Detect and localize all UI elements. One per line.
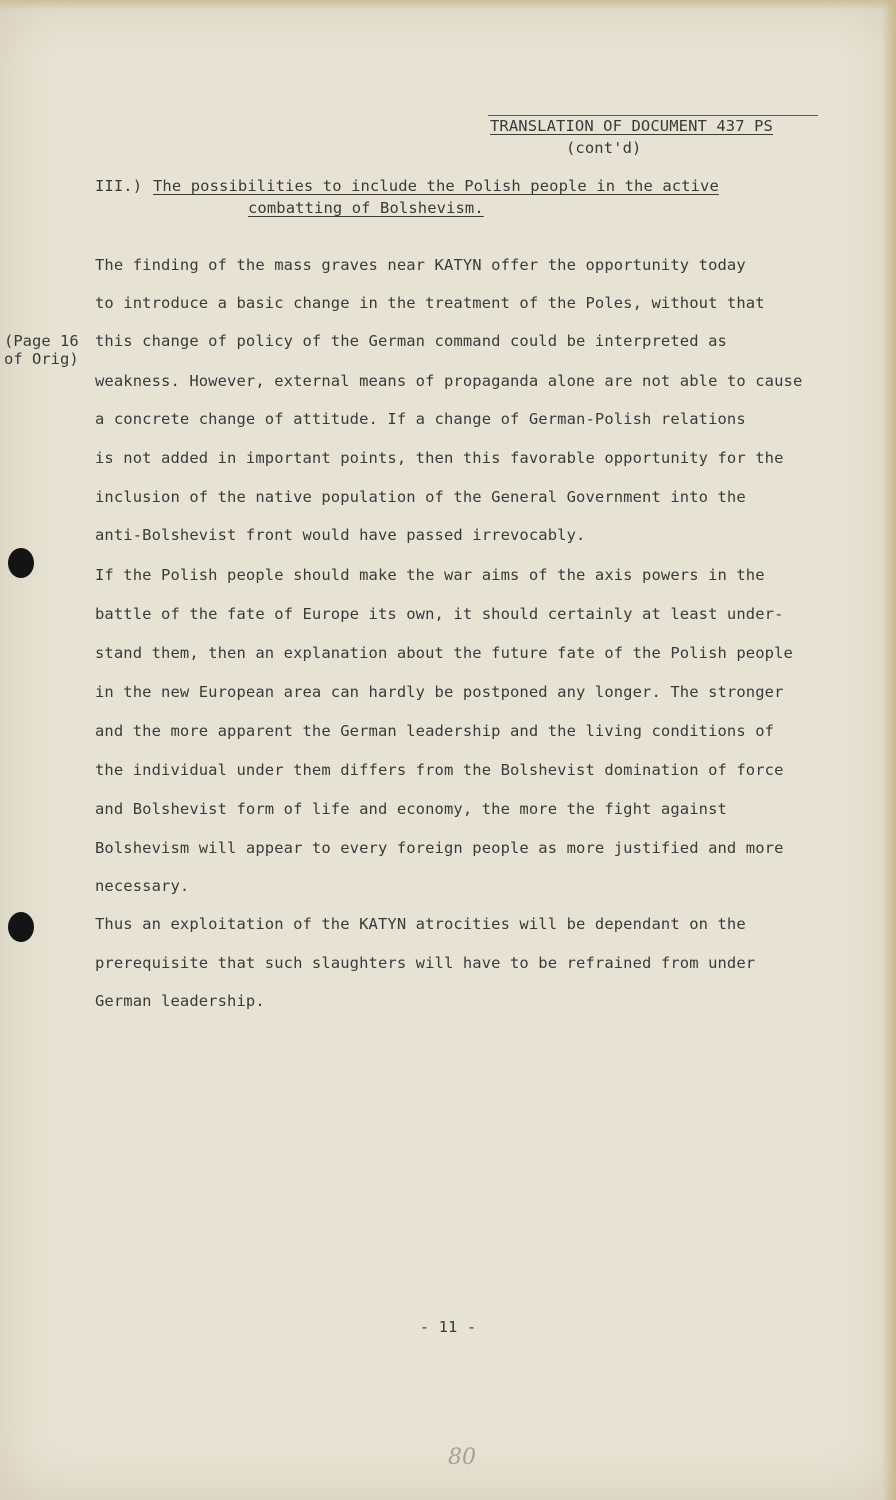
section-number: III.) [95,177,143,195]
paragraph-2-line: the individual under them differs from the Bolshevist domination of force [95,761,784,779]
paragraph-2-line: and Bolshevist form of life and economy, the more the fight against [95,800,727,818]
paragraph-3-line: German leadership. [95,992,265,1010]
margin-note-line-2: of Orig) [4,350,79,368]
paragraph-2-line: Bolshevism will appear to every foreign people as more justified and more [95,839,784,857]
punch-hole [8,912,34,942]
document-header-title: TRANSLATION OF DOCUMENT 437 PS [490,117,773,135]
paragraph-2-line: battle of the fate of Europe its own, it should certainly at least under- [95,605,784,623]
paper-edge-right [882,0,896,1500]
paragraph-1-line: anti-Bolshevist front would have passed irrevocably. [95,526,586,544]
document-header-contd: (cont'd) [566,139,642,157]
section-title-line-2: combatting of Bolshevism. [248,199,484,217]
paragraph-1-line: The finding of the mass graves near KATYN offer the opportunity today [95,256,746,274]
paragraph-1-line: inclusion of the native population of the General Government into the [95,488,746,506]
paragraph-3-line: Thus an exploitation of the KATYN atrocities will be dependant on the [95,915,746,933]
paragraph-2-line: necessary. [95,877,190,895]
paragraph-2-line: stand them, then an explanation about the future fate of the Polish people [95,644,793,662]
punch-hole [8,548,34,578]
paragraph-2-line: in the new European area can hardly be postponed any longer. The stronger [95,683,784,701]
paragraph-1-line: weakness. However, external means of propaganda alone are not able to cause [95,372,803,390]
page-number: - 11 - [419,1318,477,1336]
header-rule [488,115,818,116]
paragraph-1-line: is not added in important points, then this favorable opportunity for the [95,449,784,467]
paragraph-1-line: to introduce a basic change in the treatment of the Poles, without that [95,294,765,312]
pencil-annotation: 80 [448,1445,476,1470]
paragraph-1-line: a concrete change of attitude. If a change of German-Polish relations [95,410,746,428]
paragraph-2-line: and the more apparent the German leadership and the living conditions of [95,722,775,740]
paragraph-2-line: If the Polish people should make the war aims of the axis powers in the [95,566,765,584]
margin-note-line-1: (Page 16 [4,332,79,350]
section-title-line-1: The possibilities to include the Polish people in the active [153,177,719,195]
paragraph-3-line: prerequisite that such slaughters will have to be refrained from under [95,954,756,972]
paragraph-1-line: this change of policy of the German command could be interpreted as [95,332,727,350]
paper-edge-top [0,0,896,10]
